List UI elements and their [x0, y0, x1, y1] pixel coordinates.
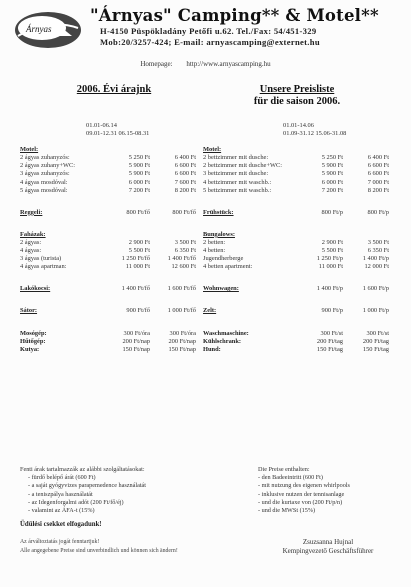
list-item: - fürdő belépő árát (600 Ft) [28, 474, 96, 482]
table-row: 3 bettzimmer mit dusche: 5 900 Ft 6 600 Ft [203, 170, 389, 178]
homepage-line [0, 60, 411, 68]
table-row: Kühlschrank: 200 Ft/tag 200 Ft/tag [203, 337, 389, 345]
logo-text: Árnyas [26, 24, 52, 34]
contact-line: Mob:20/3257-424; E-mail: arnyascamping@externet.hu [100, 37, 320, 47]
signature-name: Zsuzsanna Hujnal [302, 538, 354, 546]
table-row: 2 bettzimmer mit dusche+WC: 5 900 Ft 6 600 Ft [203, 162, 389, 170]
table-row: 3 ágyas (turista) 1 250 Ft/fő 1 400 Ft/fő [20, 255, 196, 263]
table-row: 2 ágyas zuhanyzós: 5 250 Ft 6 400 Ft [20, 154, 196, 162]
camping-logo-icon [12, 6, 84, 50]
table-row: Hűtőgép: 200 Ft/nap 200 Ft/nap [20, 337, 196, 345]
extras-section [20, 330, 208, 354]
caravan-row: Wohnwagen: 1 400 Ft/p 1 600 Ft/p [203, 285, 389, 293]
german-title: Unsere Preisliste [259, 84, 335, 95]
season-dates [203, 122, 391, 138]
list-item: - az Idegenforgalmi adót (200 Ft/fő/éj) [28, 498, 124, 506]
included-intro: Die Preise enthalten: [258, 466, 310, 473]
table-row: 4 betten: 5 500 Ft 6 350 Ft [203, 247, 389, 255]
table-row: 4 bettzimmer mit waschb.: 6 000 Ft 7 000 Ft [203, 178, 389, 186]
table-row: Hund: 150 Ft/tag 150 Ft/tag [203, 345, 389, 353]
list-item: - valamint az ÁFA-t (15%) [28, 507, 95, 515]
bungalow-section [203, 231, 391, 271]
signature-block [258, 538, 398, 556]
table-row: 4 ágyas apartman: 11 000 Ft 12 600 Ft [20, 263, 196, 271]
table-row: 3 ágyas zuhanyzós: 5 900 Ft 6 600 Ft [20, 170, 196, 178]
section-head: Motel: [203, 146, 222, 154]
table-row: Jugendherberge 1 250 Ft/p 1 400 Ft/p [203, 255, 389, 263]
included-services-de [258, 466, 398, 515]
homepage-url[interactable]: http://www.arnyascamping.hu [186, 60, 271, 68]
signature-role: Kempingvezető Geschäftsführer [282, 547, 374, 555]
list-item: - a saját gyógyvizes parapemedence használatát [28, 482, 147, 490]
hungarian-title: 2006. Évi árajnk [76, 84, 152, 95]
german-price-column [203, 84, 391, 354]
list-item: - mit nutzung des eigenen whirlpools [258, 482, 350, 490]
table-row: 2 ágyas: 2 900 Ft 3 500 Ft [20, 238, 196, 246]
header [8, 4, 404, 58]
list-item: - inklusive nutzen der tennisanlage [258, 490, 345, 498]
list-item: - a teniszpálya használatát [28, 490, 93, 498]
table-row: 2 ágyas zuhany+WC: 5 900 Ft 6 600 Ft [20, 162, 196, 170]
season-dates [70, 122, 208, 138]
breakfast-row: Reggeli: 800 Ft/fő 800 Ft/fő [20, 208, 196, 216]
table-row: 5 ágyas mosdóval: 7 200 Ft 8 200 Ft [20, 186, 196, 194]
german-subtitle: für die saison 2006. [253, 96, 341, 107]
table-row: Waschmaschine: 300 Ft/st 300 Ft/st [203, 329, 389, 337]
list-item: - den Badeeintritt (600 Ft) [258, 474, 323, 482]
motel-section [20, 146, 208, 195]
table-row: 2 bettzimmer mit dusche: 5 250 Ft 6 400 Ft [203, 154, 389, 162]
table-row: 4 ágyas: 5 500 Ft 6 350 Ft [20, 247, 196, 255]
extras-section [203, 330, 391, 354]
table-row: 2 betten: 2 900 Ft 3 500 Ft [203, 238, 389, 246]
season-dates-text: 01.01-06.14 09.01-12.31 06.15-08.31 [86, 122, 150, 138]
homepage-label: Homepage: [140, 60, 173, 68]
section-head: Faházak: [20, 230, 46, 238]
included-services-hu [20, 466, 210, 529]
table-row: Kutya: 150 Ft/nap 150 Ft/nap [20, 345, 196, 353]
voucher-note: Üdülési csekket elfogadunk! [20, 521, 102, 529]
tent-row: Sátor: 900 Ft/fő 1 000 Ft/fő [20, 307, 196, 315]
included-intro: Fenti árak tartalmazzák az alábbi szolgáltatásokat: [20, 466, 145, 473]
list-item: - und die kurtaxe von (200 Ft/p/n) [258, 498, 343, 506]
tent-row: Zelt: 900 Ft/p 1 000 Ft/p [203, 307, 389, 315]
disclaimer-de: Alle angegebene Preise sind unverbindlich und können sich ändern! [20, 547, 178, 554]
section-head: Motel: [20, 146, 39, 154]
disclaimer-hu: Az árváltoztatás jogát fenntartjuk! [20, 539, 100, 545]
cottage-section [20, 231, 208, 271]
address-line: H-4150 Püspökladány Petőfi u.62. Tel./Fax: 54/451-329 [100, 26, 317, 36]
page-title: "Árnyas" Camping** & Motel** [90, 6, 379, 25]
section-head: Bungalows: [203, 230, 235, 238]
list-item: - und die MWSt (15%) [258, 507, 316, 515]
motel-section [203, 146, 391, 195]
table-row: 4 ágyas mosdóval: 6 000 Ft 7 600 Ft [20, 178, 196, 186]
hungarian-price-column [20, 84, 208, 354]
caravan-row: Lakókocsi: 1 400 Ft/fő 1 600 Ft/fő [20, 285, 196, 293]
table-row: Mosógép: 300 Ft/óra 300 Ft/óra [20, 329, 196, 337]
season-dates-text: 01.01-14.06 01.09-31.12 15.06-31.08 [283, 122, 347, 138]
breakfast-row: Frühstück: 800 Ft/p 800 Ft/p [203, 208, 389, 216]
table-row: 5 bettzimmer mit waschb.: 7 200 Ft 8 200 Ft [203, 186, 389, 194]
disclaimer-notes [20, 538, 240, 555]
table-row: 4 betten apartment: 11 000 Ft 12 000 Ft [203, 263, 389, 271]
